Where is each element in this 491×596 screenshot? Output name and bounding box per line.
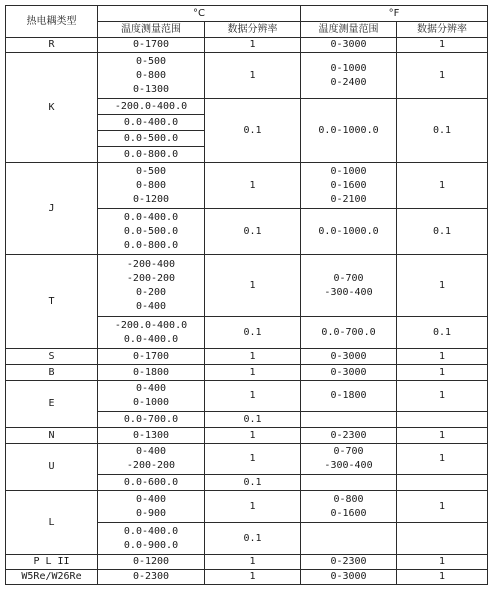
range-cell: 0.0-400.0 (98, 115, 205, 131)
range-cell: 0.0-700.0 (98, 412, 205, 428)
range-cell (98, 381, 205, 412)
res-cell: 1 (205, 444, 301, 475)
range-line: 0-500 (135, 55, 167, 67)
range-cell: 0.0-500.0 (98, 131, 205, 147)
res-cell: 0.1 (397, 209, 488, 255)
range-cell: 0-3000 (301, 349, 397, 365)
header-fahrenheit: °F (301, 6, 488, 22)
table-row (6, 255, 488, 317)
range-cell (301, 255, 397, 317)
range-cell (301, 163, 397, 209)
range-line: -300-400 (324, 460, 373, 471)
res-cell: 1 (397, 365, 488, 381)
range-cell (301, 53, 397, 99)
res-cell: 1 (397, 53, 488, 99)
res-cell: 1 (397, 381, 488, 412)
type-t: T (6, 255, 98, 349)
range-line: 0.0-400.0 (123, 525, 179, 537)
range-cell: 0-1800 (98, 365, 205, 381)
header-res-f: 数据分辨率 (397, 22, 488, 38)
res-cell: 1 (205, 163, 301, 209)
res-cell: 1 (397, 444, 488, 475)
range-cell: 0-2300 (301, 555, 397, 570)
range-cell: 0-1200 (98, 555, 205, 570)
type-plii: P L II (6, 555, 98, 570)
range-cell: -200.0-400.0 (98, 99, 205, 115)
range-line: -200-200 (126, 272, 176, 284)
range-line: -200-400 (126, 258, 176, 270)
res-cell: 1 (397, 491, 488, 523)
empty-cell (397, 412, 488, 428)
range-line: 0-800 (135, 179, 167, 191)
range-line: 0.0-900.0 (123, 539, 179, 551)
range-line: 0-400 (135, 383, 167, 394)
table-row (6, 381, 488, 412)
res-cell: 0.1 (205, 99, 301, 163)
range-line: 0-700 (333, 446, 364, 457)
range-line: 0-900 (135, 507, 167, 519)
res-cell: 0.1 (397, 317, 488, 349)
range-cell (98, 491, 205, 523)
header-res-c: 数据分辨率 (205, 22, 301, 38)
res-cell: 0.1 (205, 317, 301, 349)
empty-cell (397, 475, 488, 491)
table-row (6, 163, 488, 209)
range-cell: 0-1700 (98, 349, 205, 365)
table-row (6, 555, 488, 570)
range-cell: 0-1800 (301, 381, 397, 412)
range-cell: 0.0-600.0 (98, 475, 205, 491)
range-line: 0-1000 (330, 62, 367, 74)
res-cell: 1 (397, 428, 488, 444)
range-cell (98, 255, 205, 317)
empty-cell (301, 523, 397, 555)
type-b: B (6, 365, 98, 381)
range-cell: 0-3000 (301, 38, 397, 53)
range-line: 0.0-500.0 (123, 225, 179, 237)
range-cell (98, 209, 205, 255)
header-range-c: 温度测量范围 (98, 22, 205, 38)
res-cell: 0.1 (205, 412, 301, 428)
range-cell (301, 491, 397, 523)
range-line: 0.0-400.0 (123, 333, 179, 345)
res-cell: 1 (205, 255, 301, 317)
res-cell: 1 (205, 349, 301, 365)
range-line: 0-1200 (132, 193, 170, 205)
res-cell: 0.1 (397, 99, 488, 163)
range-line: 0-400 (135, 493, 167, 505)
range-line: 0-400 (135, 446, 167, 457)
range-line: 0-800 (135, 69, 167, 81)
type-r: R (6, 38, 98, 53)
type-e: E (6, 381, 98, 428)
range-cell: 0-2300 (98, 570, 205, 585)
res-cell: 1 (205, 381, 301, 412)
res-cell: 1 (205, 570, 301, 585)
table-row (6, 53, 488, 99)
res-cell: 1 (397, 38, 488, 53)
type-k: K (6, 53, 98, 163)
table-row (6, 444, 488, 475)
type-l: L (6, 491, 98, 555)
res-cell: 1 (205, 38, 301, 53)
empty-cell (397, 523, 488, 555)
range-cell: 0-2300 (301, 428, 397, 444)
res-cell: 1 (205, 428, 301, 444)
range-line: 0-500 (135, 165, 167, 177)
res-cell: 0.1 (205, 523, 301, 555)
range-cell: 0.0-800.0 (98, 147, 205, 163)
range-cell: 0.0-1000.0 (301, 99, 397, 163)
range-line: 0.0-400.0 (123, 211, 179, 223)
res-cell: 1 (205, 491, 301, 523)
type-w5re-w26re: W5Re/W26Re (6, 570, 98, 585)
type-u: U (6, 444, 98, 491)
res-cell: 1 (397, 255, 488, 317)
range-line: 0-1600 (330, 179, 367, 191)
range-cell (98, 523, 205, 555)
table-row (6, 570, 488, 585)
empty-cell (301, 475, 397, 491)
res-cell: 1 (205, 555, 301, 570)
range-cell: 0-3000 (301, 570, 397, 585)
range-line: 0-700 (333, 272, 364, 284)
range-cell: 0.0-1000.0 (301, 209, 397, 255)
res-cell: 1 (397, 555, 488, 570)
range-line: -200-200 (126, 460, 176, 471)
range-line: 0-1300 (132, 83, 170, 95)
res-cell: 0.1 (205, 209, 301, 255)
res-cell: 1 (397, 349, 488, 365)
header-type: 热电耦类型 (6, 6, 98, 38)
range-cell (301, 444, 397, 475)
res-cell: 1 (205, 365, 301, 381)
range-line: 0-200 (135, 286, 167, 298)
range-cell (98, 53, 205, 99)
range-line: -200.0-400.0 (114, 319, 188, 331)
table-row (6, 349, 488, 365)
range-line: 0-800 (333, 493, 364, 505)
empty-cell (301, 412, 397, 428)
range-line: 0-1000 (330, 165, 367, 177)
type-n: N (6, 428, 98, 444)
range-cell (98, 317, 205, 349)
table-row (6, 38, 488, 53)
table-row (6, 428, 488, 444)
res-cell: 1 (397, 163, 488, 209)
range-line: 0.0-800.0 (123, 239, 179, 251)
range-line: 0-1000 (132, 397, 170, 408)
res-cell: 0.1 (205, 475, 301, 491)
res-cell: 1 (397, 570, 488, 585)
range-cell (98, 444, 205, 475)
header-celsius: °C (98, 6, 301, 22)
range-cell: 0.0-700.0 (301, 317, 397, 349)
range-cell: 0-1300 (98, 428, 205, 444)
type-j: J (6, 163, 98, 255)
range-line: 0-400 (135, 300, 167, 312)
header-range-f: 温度测量范围 (301, 22, 397, 38)
range-line: 0-2100 (330, 193, 367, 205)
range-line: 0-2400 (330, 76, 367, 88)
range-cell (98, 163, 205, 209)
range-line: -300-400 (324, 286, 373, 298)
range-cell: 0-3000 (301, 365, 397, 381)
type-s: S (6, 349, 98, 365)
table-row (6, 491, 488, 523)
res-cell: 1 (205, 53, 301, 99)
thermocouple-range-table (5, 5, 488, 585)
range-cell: 0-1700 (98, 38, 205, 53)
table-row (6, 365, 488, 381)
range-line: 0-1600 (330, 507, 367, 519)
